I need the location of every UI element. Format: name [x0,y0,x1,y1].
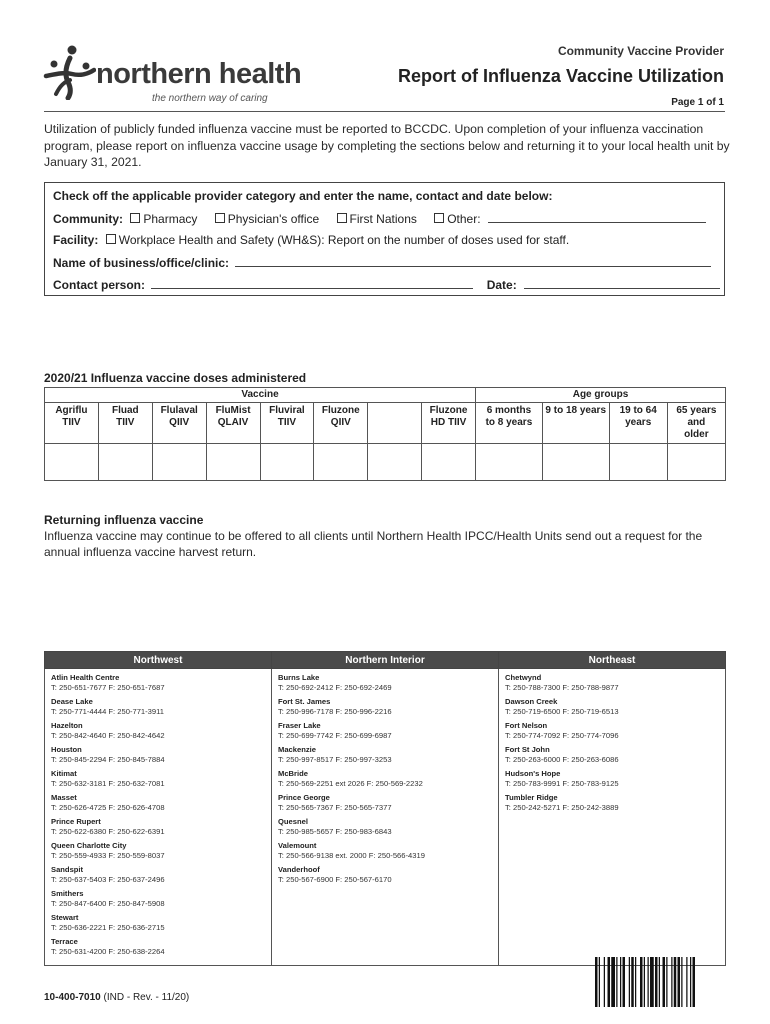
barcode-bar [631,957,634,1007]
intro-paragraph: Utilization of publicly funded influenza vaccine must be reported to BCCDC. Upon completion of your influenza vaccination program, please report on influenza vaccine usage by completing the sections below and returning it to your local health unit by January 31, 2021. [44,122,730,169]
barcode-bar [693,957,696,1007]
location-entry [51,769,265,789]
location-entry [278,721,492,741]
location-name: Kitimat [51,769,77,778]
location-phone: T: 250-997-8517 F: 250-997-3253 [278,755,392,764]
logo-wordmark: northern health [96,58,302,90]
location-entry [278,865,492,885]
physician-office-checkbox[interactable] [215,213,225,223]
location-name: Tumbler Ridge [505,793,558,802]
location-entry [505,745,719,765]
col-blank [368,403,422,444]
barcode-bar [674,957,677,1007]
location-phone: T: 250-774-7092 F: 250-774-7096 [505,731,619,740]
community-row: Community: Pharmacy Physician's office First Nations Other: [53,211,706,226]
barcode-bar [629,957,630,1007]
location-name: Atlin Health Centre [51,673,120,682]
location-entry [51,889,265,909]
location-name: Masset [51,793,77,802]
location-phone: T: 250-636-2221 F: 250-636-2715 [51,923,165,932]
date-label: Date: [486,278,517,292]
flumist-entry[interactable] [206,444,260,481]
provider-label: Community Vaccine Provider [557,44,724,58]
location-phone: T: 250-771-4444 F: 250-771-3911 [51,707,165,716]
location-entry [278,745,492,765]
col-fluviral: Fluviral TIIV [260,403,314,444]
barcode-bar [595,957,598,1007]
barcode-bar [659,957,660,1007]
barcode-bar [623,957,626,1007]
location-name: Fort Nelson [505,721,548,730]
col-flumist: FluMist QLAIV [206,403,260,444]
location-phone: T: 250-996-7178 F: 250-996-2216 [278,707,392,716]
location-entry [51,817,265,837]
location-name: Mackenzie [278,745,316,754]
health-unit-contacts-table [44,651,726,966]
blank-entry[interactable] [368,444,422,481]
location-entry [505,769,719,789]
location-entry [51,793,265,813]
doses-entry-row [45,444,726,481]
location-name: Prince Rupert [51,817,101,826]
location-entry [278,841,492,861]
location-entry [51,913,265,933]
location-name: Vanderhoof [278,865,320,874]
returning-section-body: Influenza vaccine may continue to be offered to all clients until Northern Health IPCC/Health Units send out a request for the annual influenza vaccine harvest return. [44,529,703,559]
provider-category-box [44,182,725,296]
location-phone: T: 250-631-4200 F: 250-638-2264 [51,947,165,956]
location-name: Burns Lake [278,673,320,682]
barcode-bar [650,957,654,1007]
date-field[interactable] [524,277,720,289]
location-entry [51,721,265,741]
contact-person-field[interactable] [151,277,473,289]
age-19-64-entry[interactable] [609,444,667,481]
location-phone: T: 250-559-4933 F: 250-559-8037 [51,851,165,860]
location-phone: T: 250-626-4725 F: 250-626-4708 [51,803,165,812]
location-phone: T: 250-845-2294 F: 250-845-7884 [51,755,165,764]
barcode-bar [666,957,667,1007]
location-entry [51,937,265,957]
barcode-bar [599,957,600,1007]
location-entry [505,793,719,813]
location-phone: T: 250-699-7742 F: 250-699-6987 [278,731,392,740]
col-flulaval: Flulaval QIIV [152,403,206,444]
region-header-northeast: Northeast [499,652,726,669]
region-header-northwest: Northwest [45,652,272,669]
location-phone: T: 250-847-6400 F: 250-847-5908 [51,899,165,908]
age-9-18-entry[interactable] [542,444,609,481]
location-name: Quesnel [278,817,308,826]
age-65-plus-entry[interactable] [667,444,725,481]
fluzone-entry[interactable] [314,444,368,481]
barcode-bar [620,957,621,1007]
facility-row: Facility: Workplace Health and Safety (WH&S): Report on the number of doses used for staff. [53,233,570,247]
facility-label: Facility: [53,233,99,247]
location-name: Hazelton [51,721,83,730]
pharmacy-checkbox[interactable] [130,213,140,223]
contact-label: Contact person: [53,278,146,292]
location-name: Fraser Lake [278,721,321,730]
header-divider [44,111,725,112]
location-entry [51,841,265,861]
location-name: Queen Charlotte City [51,841,127,850]
barcode-bar [690,957,691,1007]
location-phone: T: 250-567-6900 F: 250-567-6170 [278,875,392,884]
form-number: 10-400-7010 (IND - Rev. - 11/20) [44,992,190,1003]
fluad-entry[interactable] [98,444,152,481]
other-field[interactable] [488,211,706,223]
provider-box-heading: Check off the applicable provider category and enter the name, contact and date below: [53,189,553,203]
location-name: Hudson's Hope [505,769,561,778]
region-column-northeast [499,669,726,966]
location-phone: T: 250-651-7677 F: 250-651-7687 [51,683,165,692]
location-name: Valemount [278,841,317,850]
barcode-bar [644,957,645,1007]
location-name: Terrace [51,937,78,946]
page-number: Page 1 of 1 [671,97,724,108]
barcode-bar [640,957,643,1007]
agriflu-entry[interactable] [45,444,99,481]
location-phone: T: 250-565-7367 F: 250-565-7377 [278,803,392,812]
location-entry [278,697,492,717]
doses-table [44,387,726,481]
location-name: Sandspit [51,865,84,874]
location-name: Dease Lake [51,697,93,706]
location-name: Smithers [51,889,84,898]
location-name: Fort St. James [278,697,331,706]
col-age-65-plus: 65 years and older [667,403,725,444]
location-entry [505,721,719,741]
region-column-northern-interior [272,669,499,966]
fluviral-entry[interactable] [260,444,314,481]
col-fluzone: Fluzone QIIV [314,403,368,444]
location-name: Fort St John [505,745,550,754]
business-row [53,255,711,270]
page-title: Report of Influenza Vaccine Utilization [397,66,724,86]
contact-row [53,277,720,292]
vaccine-group-header: Vaccine [45,388,476,403]
community-label: Community: [53,212,123,226]
location-entry [278,769,492,789]
location-phone: T: 250-569-2251 ext 2026 F: 250-569-2232 [278,779,423,788]
location-phone: T: 250-692-2412 F: 250-692-2469 [278,683,392,692]
region-column-northwest [45,669,272,966]
location-entry [278,793,492,813]
location-entry [278,673,492,693]
doses-section-title: 2020/21 Influenza vaccine doses administered [44,371,307,385]
col-age-19-64: 19 to 64 years [609,403,667,444]
business-label: Name of business/office/clinic: [53,256,230,270]
barcode-bar [648,957,649,1007]
location-name: McBride [278,769,308,778]
other-checkbox[interactable] [434,213,444,223]
location-phone: T: 250-632-3181 F: 250-632-7081 [51,779,165,788]
location-phone: T: 250-985-5657 F: 250-983-6843 [278,827,392,836]
location-entry [51,697,265,717]
location-name: Prince George [278,793,330,802]
col-fluzone-hd: Fluzone HD TIIV [422,403,476,444]
barcode-icon [595,957,725,1007]
col-age-6m-8y: 6 months to 8 years [476,403,543,444]
location-name: Stewart [51,913,79,922]
location-phone: T: 250-242-5271 F: 250-242-3889 [505,803,619,812]
location-name: Houston [51,745,82,754]
barcode-bar [635,957,636,1007]
barcode-bar [678,957,681,1007]
location-phone: T: 250-788-7300 F: 250-788-9877 [505,683,619,692]
col-agriflu: Agriflu TIIV [45,403,99,444]
location-name: Chetwynd [505,673,542,682]
barcode-bar [608,957,611,1007]
location-phone: T: 250-719-6500 F: 250-719-6513 [505,707,619,716]
location-entry [51,673,265,693]
barcode-bar [611,957,615,1007]
region-header-northern-interior: Northern Interior [272,652,499,669]
fluzone-hd-entry[interactable] [422,444,476,481]
barcode-bar [616,957,617,1007]
location-name: Dawson Creek [505,697,558,706]
location-phone: T: 250-263-6000 F: 250-263-6086 [505,755,619,764]
location-entry [51,745,265,765]
barcode-bar [655,957,658,1007]
location-phone: T: 250-637-5403 F: 250-637-2496 [51,875,165,884]
barcode-bar [663,957,666,1007]
barcode-bar [686,957,687,1007]
returning-section-title: Returning influenza vaccine [44,513,204,527]
location-entry [51,865,265,885]
workplace-health-checkbox[interactable] [106,234,116,244]
location-phone: T: 250-783-9991 F: 250-783-9125 [505,779,619,788]
barcode-bar [671,957,672,1007]
col-fluad: Fluad TIIV [98,403,152,444]
barcode-bar [681,957,682,1007]
northern-health-logo-icon [42,44,96,100]
age-6m-8y-entry[interactable] [476,444,543,481]
location-entry [505,697,719,717]
location-phone: T: 250-842-4640 F: 250-842-4642 [51,731,165,740]
age-group-header: Age groups [476,388,726,403]
col-age-9-18: 9 to 18 years [542,403,609,444]
logo-tagline: the northern way of caring [152,93,268,104]
location-entry [505,673,719,693]
first-nations-checkbox[interactable] [337,213,347,223]
location-entry [278,817,492,837]
barcode-bar [604,957,605,1007]
flulaval-entry[interactable] [152,444,206,481]
business-name-field[interactable] [235,255,711,267]
location-phone: T: 250-566-9138 ext. 2000 F: 250-566-4319 [278,851,425,860]
location-phone: T: 250-622-6380 F: 250-622-6391 [51,827,165,836]
